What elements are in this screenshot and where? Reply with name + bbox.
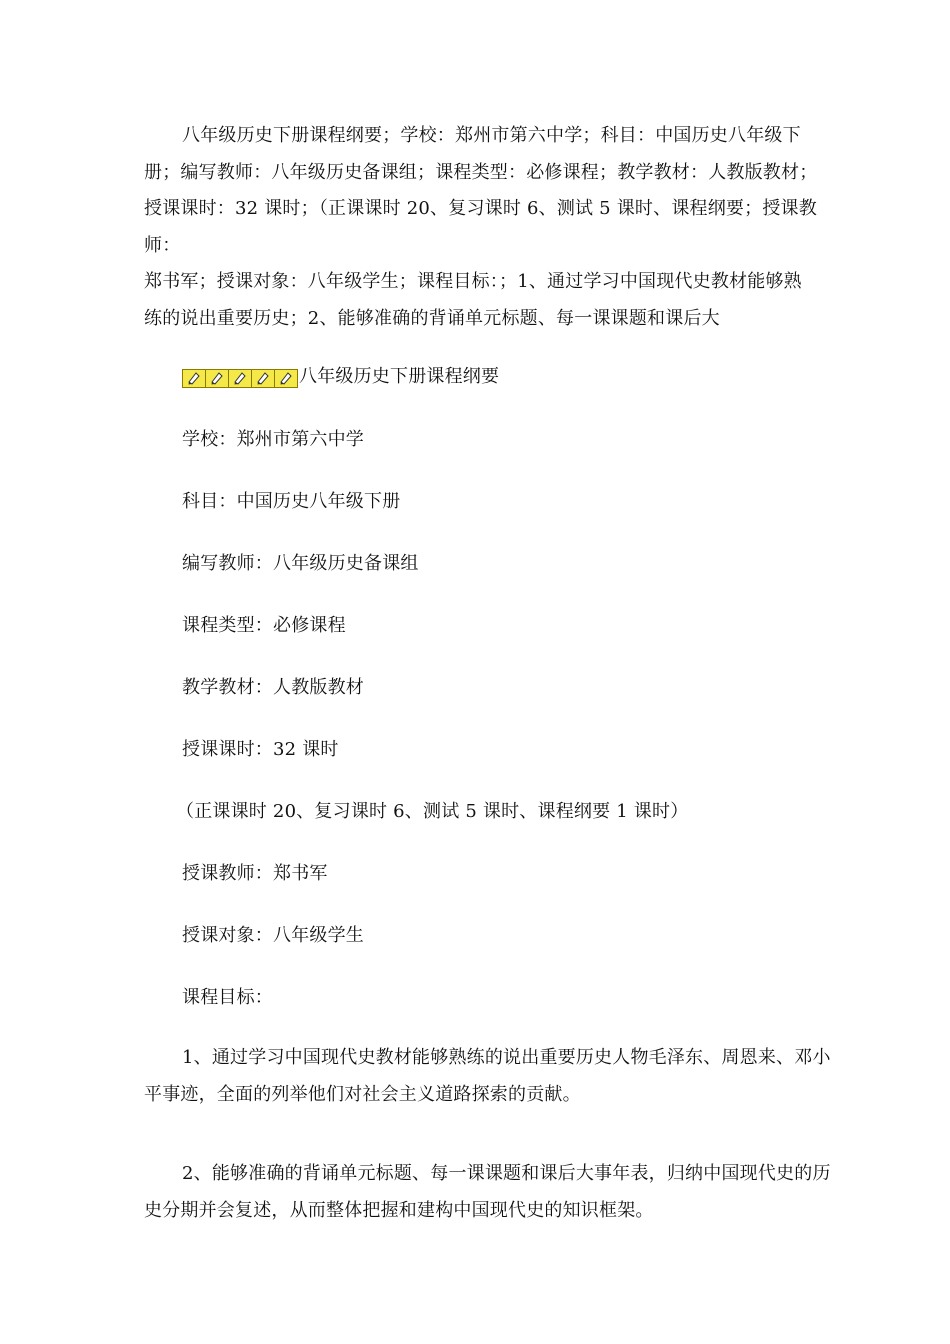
pencil-icon xyxy=(206,370,229,387)
summary-line: 册；编写教师：八年级历史备课组；课程类型：必修课程；教学教材：人教版教材； xyxy=(144,161,818,183)
goal-item-1: 1、通过学习中国现代史教材能够熟练的说出重要历史人物毛泽东、周恩来、邓小平事迹，全面的列举他们对社会主义道路探索的贡献。 xyxy=(144,1047,831,1105)
field-audience: 授课对象：八年级学生 xyxy=(182,925,364,946)
summary-line: 练的说出重要历史；2、能够准确的背诵单元标题、每一课课题和课后大 xyxy=(144,307,720,329)
doc-title-line xyxy=(182,362,499,388)
field-school: 学校：郑州市第六中学 xyxy=(182,429,364,450)
field-type: 课程类型：必修课程 xyxy=(182,615,346,636)
pencil-icon xyxy=(252,370,275,387)
doc-title: 八年级历史下册课程纲要 xyxy=(299,366,500,387)
field-author: 编写教师：八年级历史备课组 xyxy=(182,553,419,574)
summary-line: 郑书军；授课对象：八年级学生；课程目标：；1、通过学习中国现代史教材能够熟 xyxy=(144,271,802,292)
pencil-icon xyxy=(275,370,297,387)
field-hours: 授课课时：32 课时 xyxy=(182,739,339,760)
pencil-icon-strip xyxy=(182,369,298,388)
field-textbook: 教学教材：人教版教材 xyxy=(182,677,364,698)
field-hours-detail: （正课课时 20、复习课时 6、测试 5 课时、课程纲要 1 课时） xyxy=(176,801,689,822)
field-teacher: 授课教师：郑书军 xyxy=(182,863,328,884)
pencil-icon xyxy=(183,370,206,387)
summary-line: 授课课时：32 课时；（正课课时 20、复习课时 6、测试 5 课时、课程纲要；授课教师： xyxy=(144,198,817,256)
goal-item-2: 2、能够准确的背诵单元标题、每一课课题和课后大事年表，归纳中国现代史的历史分期并会复述，从而整体把握和建构中国现代史的知识框架。 xyxy=(144,1163,831,1221)
summary-paragraph xyxy=(144,118,824,337)
goals-heading: 课程目标： xyxy=(182,987,273,1008)
field-subject: 科目：中国历史八年级下册 xyxy=(182,491,401,512)
summary-line: 八年级历史下册课程纲要；学校：郑州市第六中学；科目：中国历史八年级下 xyxy=(182,125,801,146)
pencil-icon xyxy=(229,370,252,387)
